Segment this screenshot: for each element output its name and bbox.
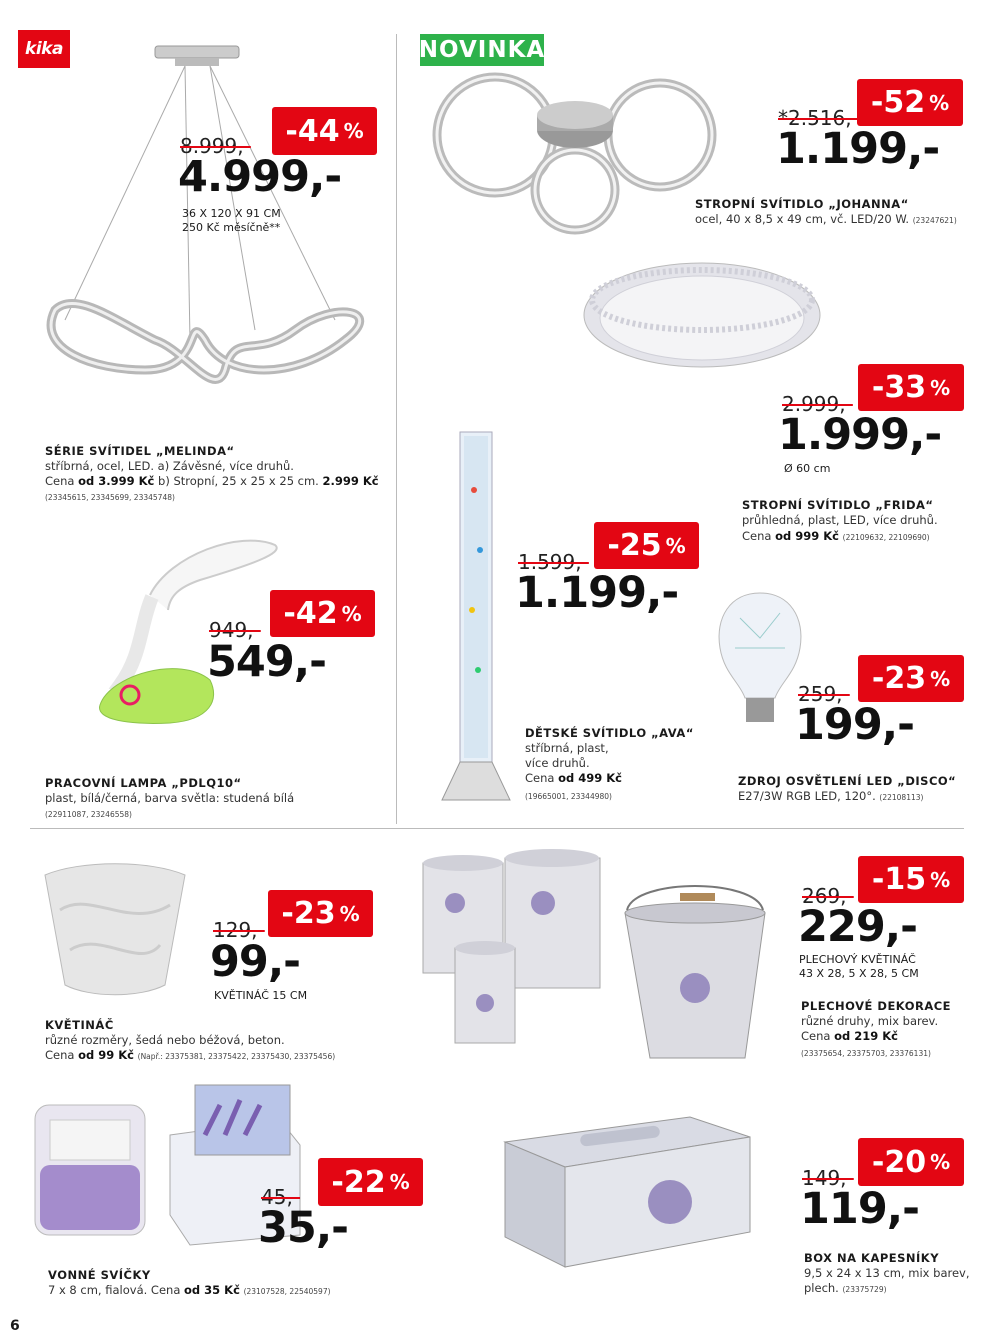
lamp-old-price: 949,- xyxy=(209,618,261,642)
disco-discount-value: -23 xyxy=(871,661,927,696)
frida-price-label: Cena xyxy=(742,529,776,543)
melinda-dimensions: 36 X 120 X 91 CM xyxy=(182,207,281,220)
divider-horizontal xyxy=(30,828,964,829)
disco-price: 199,- xyxy=(795,700,914,750)
tin-price: 229,- xyxy=(798,902,917,952)
melinda-price-label: Cena xyxy=(45,474,79,488)
candle-code: (23107528, 22540597) xyxy=(243,1287,331,1296)
lamp-price: 549,- xyxy=(207,637,326,687)
tin-code: (23375654, 23375703, 23376131) xyxy=(801,1049,931,1058)
johanna-lamp-image xyxy=(415,75,725,225)
disco-discount-badge xyxy=(858,655,964,702)
box-price: 119,- xyxy=(800,1184,919,1234)
frida-dimensions: Ø 60 cm xyxy=(784,462,831,475)
box-discount-value: -20 xyxy=(871,1144,927,1180)
pot-desc-1: různé rozměry, šedá nebo béžová, beton. xyxy=(45,1033,285,1047)
pot-old-price: 129,- xyxy=(213,918,265,942)
disco-desc xyxy=(738,789,923,805)
tin-dimensions-1: PLECHOVÝ KVĚTINÁČ xyxy=(799,953,916,966)
percent-sign: % xyxy=(930,1150,951,1174)
disco-title: ZDROJ OSVĚTLENÍ LED „DISCO“ xyxy=(738,774,957,788)
ava-price: 1.199,- xyxy=(515,568,679,618)
tin-price-from: od 219 Kč xyxy=(834,1029,898,1043)
candle-old-price: 45,- xyxy=(261,1185,301,1209)
lamp-discount-badge xyxy=(270,590,375,637)
flower-pot-image xyxy=(40,860,190,1000)
tin-discount-badge xyxy=(858,856,964,903)
box-code: (23375729) xyxy=(842,1285,887,1294)
melinda-discount-badge xyxy=(272,107,377,155)
frida-title: STROPNÍ SVÍTIDLO „FRIDA“ xyxy=(742,498,934,512)
candle-price-from: od 35 Kč xyxy=(184,1283,240,1297)
percent-sign: % xyxy=(929,90,950,115)
pot-discount-badge xyxy=(268,890,373,937)
johanna-desc xyxy=(695,212,957,228)
frida-code: (22109632, 22109690) xyxy=(842,533,930,542)
frida-lamp-image xyxy=(582,260,822,370)
pot-dimensions: KVĚTINÁČ 15 CM xyxy=(214,989,308,1002)
johanna-code: (23247621) xyxy=(912,216,957,225)
ava-desc-3 xyxy=(525,771,622,786)
box-desc-text: plech. xyxy=(804,1281,839,1295)
tin-price-label: Cena xyxy=(801,1029,835,1043)
box-old-price: 149,- xyxy=(802,1166,854,1190)
pot-price-from: od 99 Kč xyxy=(78,1048,134,1062)
pot-price: 99,- xyxy=(210,937,301,987)
melinda-price-b: 2.999 Kč xyxy=(322,474,379,488)
box-desc-1: 9,5 x 24 x 13 cm, mix barev, xyxy=(804,1266,970,1280)
candle-title: VONNÉ SVÍČKY xyxy=(48,1268,151,1282)
ava-desc-1: stříbrná, plast, xyxy=(525,741,609,755)
pot-discount-value: -23 xyxy=(281,896,336,931)
kika-logo: kika xyxy=(18,30,70,68)
johanna-discount-badge xyxy=(857,79,963,126)
ava-price-from: od 499 Kč xyxy=(558,771,622,785)
frida-price-from: od 999 Kč xyxy=(775,529,839,543)
tin-desc-1: různé druhy, mix barev. xyxy=(801,1014,939,1028)
frida-desc-2 xyxy=(742,529,930,545)
box-discount-badge xyxy=(858,1138,964,1186)
johanna-title: STROPNÍ SVÍTIDLO „JOHANNA“ xyxy=(695,197,909,211)
tin-dimensions-2: 43 X 28, 5 X 28, 5 CM xyxy=(799,967,919,980)
ava-price-label: Cena xyxy=(525,771,559,785)
lamp-title: PRACOVNÍ LAMPA „PDLQ10“ xyxy=(45,776,242,790)
melinda-old-price: 8.999,- xyxy=(180,134,251,158)
ava-code: (19665001, 23344980) xyxy=(525,792,612,801)
melinda-title: SÉRIE SVÍTIDEL „MELINDA“ xyxy=(45,444,235,458)
ava-old-price: 1.599,- xyxy=(518,550,589,574)
pot-code: (Např.: 23375381, 23375422, 23375430, 23375456) xyxy=(137,1052,336,1061)
box-desc-2 xyxy=(804,1281,887,1297)
melinda-variant-b: b) Stropní, 25 x 25 x 25 cm. xyxy=(154,474,323,488)
melinda-discount-value: -44 xyxy=(285,113,340,149)
melinda-price: 4.999,- xyxy=(178,152,342,202)
percent-sign: % xyxy=(930,666,951,691)
divider-vertical xyxy=(396,34,397,824)
tissue-box-image xyxy=(500,1112,760,1272)
percent-sign: % xyxy=(930,867,951,892)
frida-discount-value: -33 xyxy=(871,370,927,405)
melinda-desc-1: stříbrná, ocel, LED. a) Závěsné, více druhů. xyxy=(45,459,294,473)
pot-price-label: Cena xyxy=(45,1048,79,1062)
tin-decorations-image xyxy=(415,848,775,1058)
percent-sign: % xyxy=(341,601,362,626)
johanna-price: 1.199,- xyxy=(776,124,940,174)
candle-desc-text: 7 x 8 cm, fialová. Cena xyxy=(48,1283,185,1297)
lamp-desc: plast, bílá/černá, barva světla: studená bílá xyxy=(45,791,295,805)
ava-desc-2: více druhů. xyxy=(525,756,590,770)
pot-title: KVĚTINÁČ xyxy=(45,1018,114,1032)
frida-desc-1: průhledná, plast, LED, více druhů. xyxy=(742,513,938,527)
ava-discount-value: -25 xyxy=(607,528,662,563)
candle-discount-value: -22 xyxy=(331,1164,386,1200)
disco-old-price: 259,- xyxy=(798,682,850,706)
disco-code: (22108113) xyxy=(879,793,924,802)
candle-discount-badge xyxy=(318,1158,423,1206)
frida-old-price: 2.999,- xyxy=(782,392,853,416)
ava-discount-badge xyxy=(594,522,699,569)
melinda-code: (23345615, 23345699, 23345748) xyxy=(45,493,175,502)
candle-desc xyxy=(48,1283,331,1299)
disco-desc-text: E27/3W RGB LED, 120°. xyxy=(738,789,876,803)
johanna-discount-value: -52 xyxy=(870,85,926,120)
tin-old-price: 269,- xyxy=(802,884,854,908)
lamp-discount-value: -42 xyxy=(283,596,338,631)
johanna-old-price: *2.516,- xyxy=(778,106,859,130)
johanna-desc-text: ocel, 40 x 8,5 x 49 cm, vč. LED/20 W. xyxy=(695,212,910,226)
melinda-price-from: od 3.999 Kč xyxy=(78,474,155,488)
frida-discount-badge xyxy=(858,364,964,411)
melinda-desc-2 xyxy=(45,474,379,489)
box-title: BOX NA KAPESNÍKY xyxy=(804,1251,940,1265)
candle-price: 35,- xyxy=(258,1203,349,1253)
page-number: 6 xyxy=(10,1318,20,1334)
percent-sign: % xyxy=(339,901,360,926)
tin-desc-2 xyxy=(801,1029,898,1044)
melinda-monthly: 250 Kč měsíčně** xyxy=(182,221,281,234)
percent-sign: % xyxy=(343,119,364,143)
new-badge: NOVINKA xyxy=(420,34,544,66)
lamp-code: (22911087, 23246558) xyxy=(45,810,132,819)
tin-title: PLECHOVÉ DEKORACE xyxy=(801,999,952,1013)
percent-sign: % xyxy=(930,375,951,400)
pot-desc-2 xyxy=(45,1048,335,1064)
percent-sign: % xyxy=(665,533,686,558)
ava-bubble-tube-image xyxy=(432,430,522,805)
ava-title: DĚTSKÉ SVÍTIDLO „AVA“ xyxy=(525,726,694,740)
frida-price: 1.999,- xyxy=(778,410,942,460)
tin-discount-value: -15 xyxy=(871,862,927,897)
percent-sign: % xyxy=(389,1170,410,1194)
